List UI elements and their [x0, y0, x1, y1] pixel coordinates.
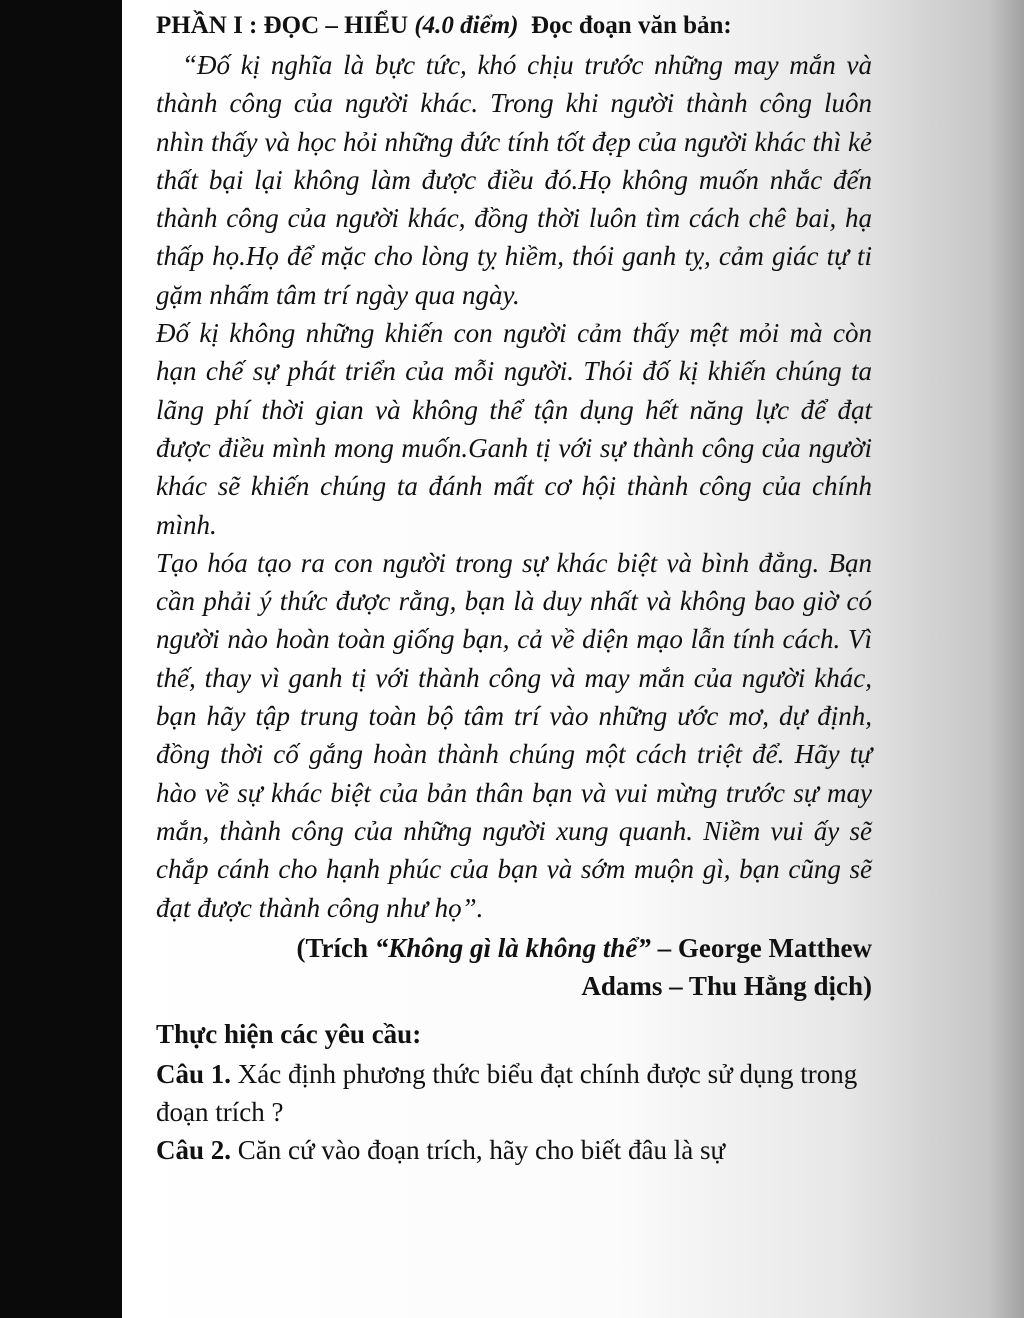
citation-line-2: Adams – Thu Hằng dịch): [581, 970, 872, 1001]
document-content: [156, 6, 872, 1169]
page-shadow: [988, 0, 1024, 1318]
document-page: [122, 0, 1024, 1318]
reading-passage: [156, 46, 872, 927]
citation-open: (Trích: [296, 932, 375, 963]
passage-paragraph-3: Tạo hóa tạo ra con người trong sự khác biệt và bình đẳng. Bạn cần phải ý thức được rằng, bạn là duy nhất và không bao giờ có người nào hoàn toàn giống bạn, cả về diện mạo lẫn tính cách. Vì thế, thay vì ganh tị với thành công và may mắn của người khác, bạn hãy tập trung toàn bộ tâm trí vào những ước mơ, dự định, đồng thời cố gắng hoàn thành chúng một cách triệt để. Hãy tự hào về sự khác biệt của bản thân bạn và vui mừng trước sự may mắn, thành công của những người xung quanh. Niềm vui ấy sẽ chắp cánh cho hạnh phúc của bạn và sớm muộn gì, bạn cũng sẽ đạt được thành công như họ”.: [156, 547, 872, 923]
question-1: [156, 1055, 872, 1131]
citation-title: “Không gì là không thể”: [374, 932, 651, 963]
question-1-text: Xác định phương thức biểu đạt chính được sử dụng trong đoạn trích ?: [156, 1058, 858, 1127]
passage-paragraph-1: “Đố kị nghĩa là bực tức, khó chịu trước những may mắn và thành công của người khác. Trong khi người thành công luôn nhìn thấy và học hỏi những đức tính tốt đẹp của người khác thì kẻ thất bại lại không làm được điều đó.Họ không muốn nhắc đến thành công của người khác, đồng thời luôn tìm cách chê bai, hạ thấp họ.Họ để mặc cho lòng tỵ hiềm, thói ganh tỵ, cảm giác tự ti gặm nhấm tâm trí ngày qua ngày.: [156, 50, 872, 310]
citation-line-1: [156, 929, 872, 967]
question-2: [156, 1131, 872, 1169]
citation-author: – George Matthew: [650, 932, 872, 963]
requirements-title: Thực hiện các yêu cầu:: [156, 1018, 422, 1049]
section-heading: [156, 6, 872, 46]
passage-paragraph-2: Đố kị không những khiến con người cảm thấy mệt mỏi mà còn hạn chế sự phát triển của mỗi người. Thói đố kị khiến chúng ta lãng phí thời gian và không thể tận dụng hết năng lực để đạt được điều mình mong muốn.Ganh tị với sự thành công của người khác sẽ khiến chúng ta đánh mất cơ hội thành công của chính mình.: [156, 318, 872, 540]
citation: [156, 929, 872, 1005]
section-instruction: Đọc đoạn văn bản:: [530, 12, 732, 39]
question-1-label: Câu 1.: [156, 1058, 232, 1089]
section-part: PHẦN I : ĐỌC – HIỂU: [156, 12, 409, 39]
question-2-label: Câu 2.: [156, 1134, 232, 1165]
section-score: (4.0 điểm): [414, 12, 519, 39]
question-2-text: Căn cứ vào đoạn trích, hãy cho biết đâu là sự: [231, 1134, 726, 1165]
